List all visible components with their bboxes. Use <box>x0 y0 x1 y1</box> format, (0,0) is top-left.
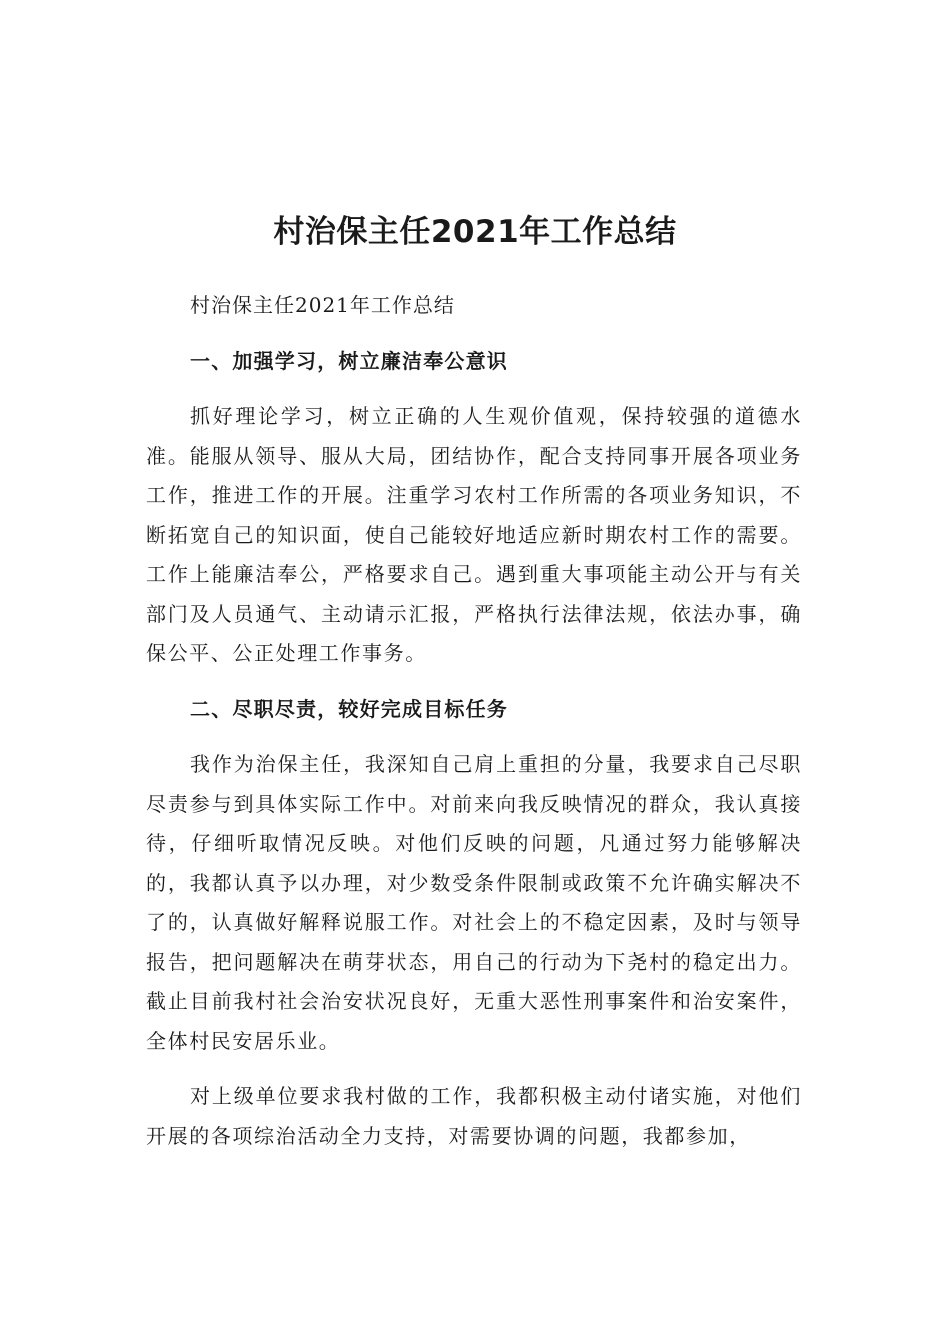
section-2-paragraph-2: 对上级单位要求我村做的工作，我都积极主动付诸实施，对他们开展的各项综治活动全力支持，对需要协调的问题，我都参加， <box>146 1084 802 1148</box>
section-2-paragraph-1: 我作为治保主任，我深知自己肩上重担的分量，我要求自己尽职尽责参与到具体实际工作中。对前来向我反映情况的群众，我认真接待，仔细听取情况反映。对他们反映的问题，凡通过努力能够解决的，我都认真予以办理，对少数受条件限制或政策不允许确实解决不了的，认真做好解释说服工作。对社会上的不稳定因素，及时与领导报告，把问题解决在萌芽状态，用自己的行动为下尧村的稳定出力。截止目前我村社会治安状况良好，无重大恶性刑事案件和治安案件，全体村民安居乐业。 <box>146 752 802 1053</box>
document-title: 村治保主任2021年工作总结 <box>273 214 677 250</box>
intro-line: 村治保主任2021年工作总结 <box>190 293 455 317</box>
section-heading-1: 一、加强学习，树立廉洁奉公意识 <box>190 348 508 373</box>
document-body <box>146 286 802 1172</box>
section-heading-2: 二、尽职尽责，较好完成目标任务 <box>190 696 508 721</box>
section-1-paragraph-1: 抓好理论学习，树立正确的人生观价值观，保持较强的道德水准。能服从领导、服从大局，团结协作，配合支持同事开展各项业务工作，推进工作的开展。注重学习农村工作所需的各项业务知识，不断拓宽自己的知识面，使自己能较好地适应新时期农村工作的需要。工作上能廉洁奉公，严格要求自己。遇到重大事项能主动公开与有关部门及人员通气、主动请示汇报，严格执行法律法规，依法办事，确保公平、公正处理工作事务。 <box>146 404 802 665</box>
